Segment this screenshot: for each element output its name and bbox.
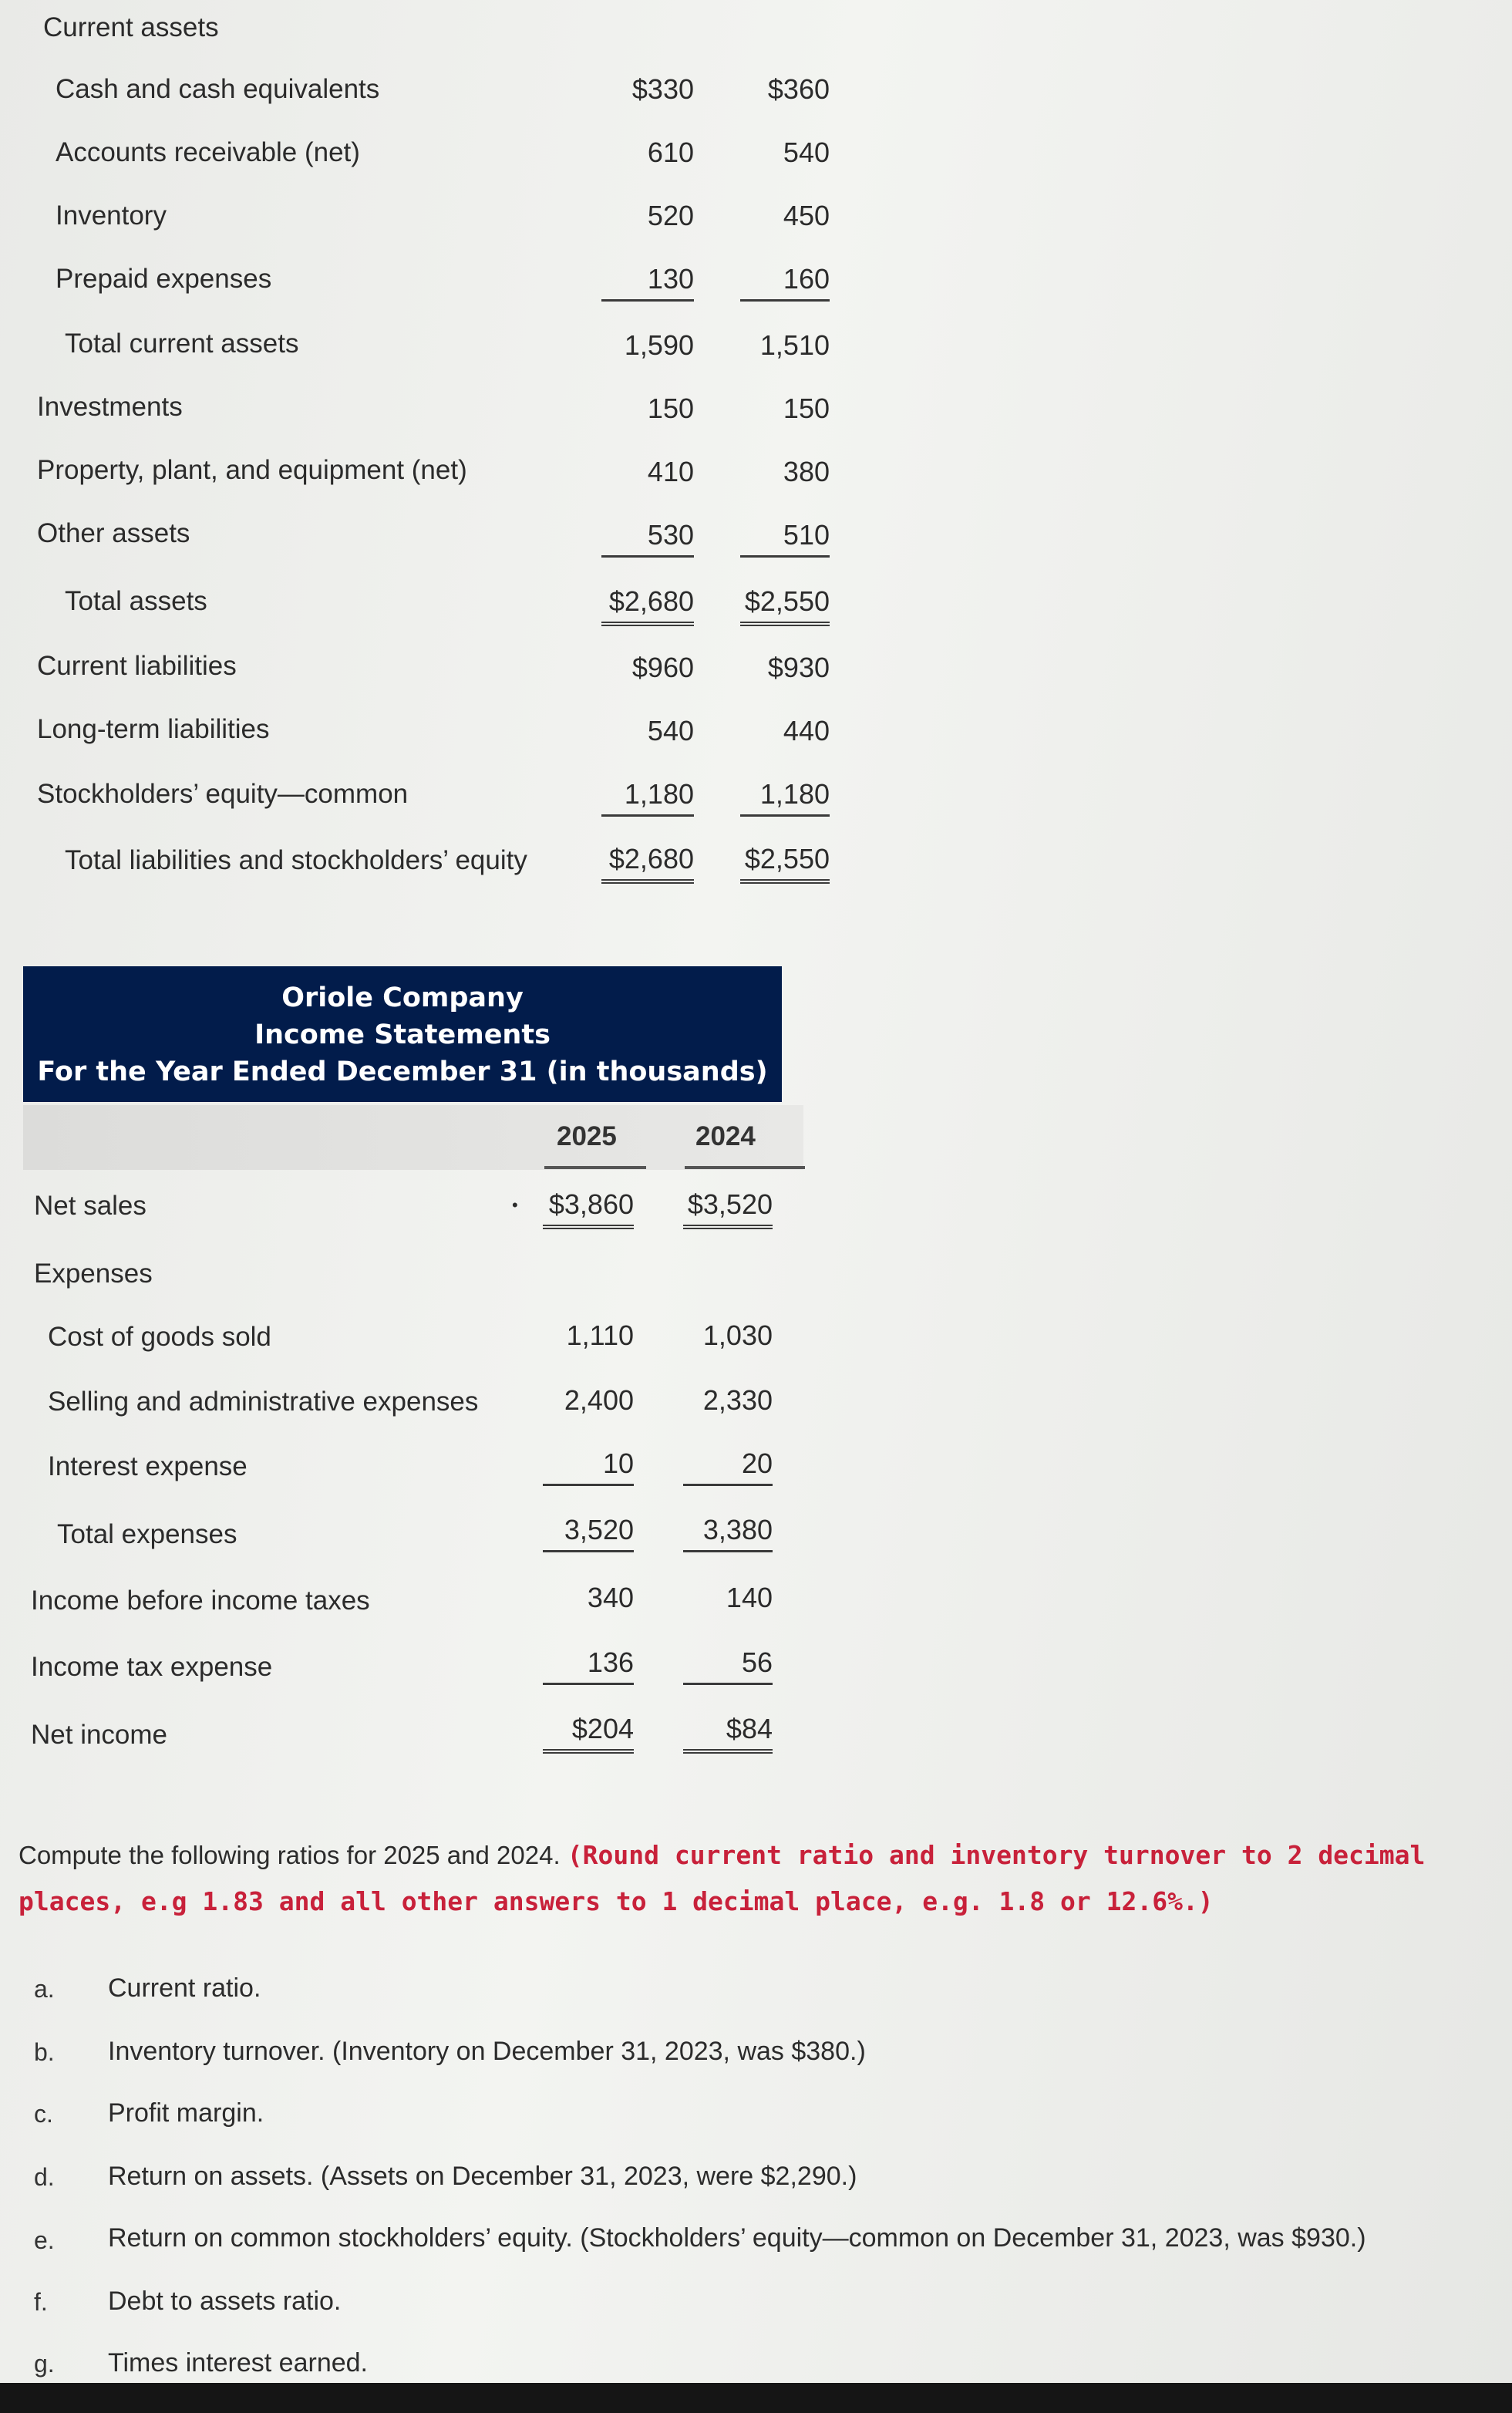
bs-value-2025: 520 <box>647 200 694 231</box>
income-statement-header <box>23 966 782 1102</box>
is-value-2024: 56 <box>741 1646 773 1678</box>
bs-row-label: Total liabilities and stockholders’ equity <box>65 845 527 875</box>
question-item: Return on assets. (Assets on December 31, 2023, were $2,290.) <box>108 2162 857 2191</box>
bs-row-label: Total current assets <box>65 329 299 359</box>
bs-value-2024: 510 <box>783 519 830 551</box>
is-row-label: Selling and administrative expenses <box>48 1387 479 1417</box>
is-row-label: Interest expense <box>48 1451 248 1481</box>
question-item: Current ratio. <box>108 1973 261 2003</box>
bullet-mark: • <box>512 1195 518 1215</box>
bs-value-2025: 410 <box>647 456 694 487</box>
is-value-2025: 340 <box>587 1582 634 1613</box>
is-value-2024: 2,330 <box>702 1384 773 1416</box>
rounding-instruction: (Round current ratio and inventory turnover to 2 decimal places, e.g 1.83 and all other answers to 1 decimal place, e.g. 1.8 or 12.6%.) <box>19 1840 1426 1916</box>
bs-value-2024: 540 <box>783 136 830 168</box>
is-row-label: Income before income taxes <box>31 1586 370 1616</box>
item-letter: c. <box>34 2100 53 2128</box>
year-2024-label: 2024 <box>695 1121 756 1151</box>
bs-value-2025: $330 <box>631 73 694 105</box>
is-value-2025: 10 <box>602 1447 634 1479</box>
question-intro: Compute the following ratios for 2025 and 2024. <box>19 1841 567 1869</box>
bs-value-2024: 160 <box>783 263 830 295</box>
item-letter: a. <box>34 1975 55 2003</box>
current-assets-heading: Current assets <box>43 12 219 42</box>
bs-value-2024: 450 <box>783 200 830 231</box>
bs-row-label: Total assets <box>65 586 207 616</box>
year-underline <box>685 1166 805 1169</box>
statement-title: Income Statements <box>254 1019 551 1050</box>
bs-row-label: Cash and cash equivalents <box>56 74 380 104</box>
bs-value-2025: 1,180 <box>624 778 694 810</box>
item-letter: g. <box>34 2350 55 2378</box>
bs-row-label: Other assets <box>37 518 190 548</box>
is-value-2025: 136 <box>587 1646 634 1678</box>
item-letter: e. <box>34 2226 55 2254</box>
item-letter: b. <box>34 2038 55 2066</box>
bs-row-label: Inventory <box>56 201 167 231</box>
bs-row-label: Long-term liabilities <box>37 714 270 744</box>
bs-value-2025: 1,590 <box>624 329 694 361</box>
is-row-label: Net sales <box>34 1191 146 1221</box>
bs-value-2025: $960 <box>631 652 694 683</box>
bs-value-2024: 1,180 <box>759 778 830 810</box>
bs-row-label: Prepaid expenses <box>56 264 272 294</box>
is-row-label: Cost of goods sold <box>48 1322 271 1352</box>
bs-value-2025: $2,680 <box>608 585 694 617</box>
bs-row-label: Accounts receivable (net) <box>56 137 360 167</box>
question-instructions <box>19 1832 1499 1925</box>
bs-value-2024: 150 <box>783 393 830 424</box>
is-value-2024: 140 <box>726 1582 773 1613</box>
is-value-2025: 1,110 <box>566 1319 634 1351</box>
question-item: Inventory turnover. (Inventory on December 31, 2023, was $380.) <box>108 2037 866 2066</box>
is-value-2024: 1,030 <box>702 1319 773 1351</box>
company-name: Oriole Company <box>281 982 524 1013</box>
is-value-2024: 3,380 <box>702 1514 773 1545</box>
bs-value-2024: 440 <box>783 715 830 746</box>
is-value-2025: $3,860 <box>548 1188 634 1220</box>
bs-value-2024: 1,510 <box>759 329 830 361</box>
bs-row-label: Current liabilities <box>37 651 237 681</box>
bs-value-2025: 150 <box>647 393 694 424</box>
bs-row-label: Investments <box>37 392 183 422</box>
bs-value-2025: 130 <box>647 263 694 295</box>
is-row-label: Expenses <box>34 1259 153 1289</box>
bs-value-2024: $2,550 <box>744 843 830 875</box>
bs-value-2024: 380 <box>783 456 830 487</box>
bs-value-2024: $2,550 <box>744 585 830 617</box>
year-2025-label: 2025 <box>557 1121 617 1151</box>
is-value-2025: $204 <box>571 1713 634 1744</box>
bs-value-2025: $2,680 <box>608 843 694 875</box>
is-value-2025: 3,520 <box>564 1514 634 1545</box>
is-value-2024: $3,520 <box>687 1188 773 1220</box>
is-value-2024: 20 <box>741 1447 773 1479</box>
year-underline <box>544 1166 646 1169</box>
question-item: Times interest earned. <box>108 2348 368 2378</box>
bs-value-2025: 540 <box>647 715 694 746</box>
is-row-label: Total expenses <box>57 1519 237 1549</box>
is-row-label: Income tax expense <box>31 1652 273 1682</box>
bs-value-2025: 530 <box>647 519 694 551</box>
bs-value-2024: $930 <box>767 652 830 683</box>
question-item: Debt to assets ratio. <box>108 2287 342 2316</box>
item-letter: f. <box>34 2288 48 2316</box>
is-row-label: Net income <box>31 1720 168 1750</box>
is-value-2025: 2,400 <box>564 1384 634 1416</box>
question-item: Return on common stockholders’ equity. (Stockholders’ equity—common on December 31, 2023, was $930.) <box>108 2223 1366 2253</box>
is-value-2024: $84 <box>726 1713 773 1744</box>
bs-value-2024: $360 <box>767 73 830 105</box>
statement-period: For the Year Ended December 31 (in thousands) <box>37 1057 768 1087</box>
screen-bottom-edge <box>0 2383 1512 2413</box>
year-header-band <box>23 1105 803 1170</box>
question-item: Profit margin. <box>108 2098 264 2128</box>
bs-value-2025: 610 <box>647 136 694 168</box>
bs-row-label: Property, plant, and equipment (net) <box>37 455 467 485</box>
bs-row-label: Stockholders’ equity—common <box>37 779 409 809</box>
item-letter: d. <box>34 2163 55 2191</box>
